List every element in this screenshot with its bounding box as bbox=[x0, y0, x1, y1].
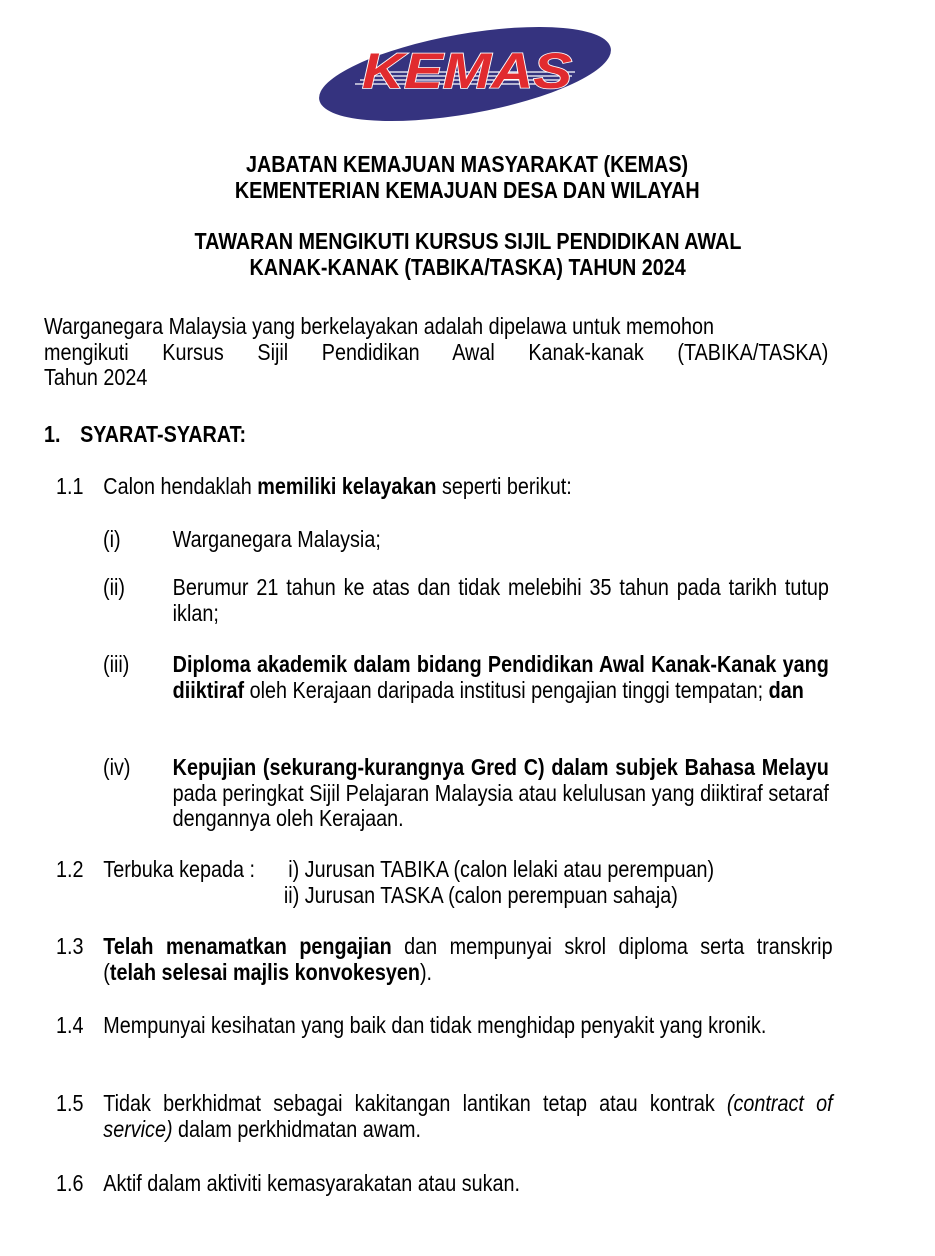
intro-line-1: Warganegara Malaysia yang berkelayakan adalah dipelawa untuk memohon bbox=[44, 313, 715, 339]
title-line-1: TAWARAN MENGIKUTI KURSUS SIJIL PENDIDIKAN AWAL bbox=[194, 228, 741, 254]
intro-line-2: mengikuti Kursus Sijil Pendidikan Awal Kanak-kanak (TABIKA/TASKA) bbox=[44, 338, 829, 365]
intro-paragraph bbox=[44, 314, 828, 391]
subitem-text: Diploma akademik dalam bidang Pendidikan Awal Kanak-Kanak yang diiktiraf oleh Kerajaan daripada institusi pengajian tinggi tempatan; dan bbox=[172, 651, 829, 703]
logo-text: KEMAS bbox=[362, 43, 572, 99]
item-text: Mempunyai kesihatan yang baik dan tidak menghidap penyakit yang kronik. bbox=[103, 1012, 767, 1038]
section-heading bbox=[44, 422, 388, 448]
org-line-1: JABATAN KEMAJUAN MASYARAKAT (KEMAS) bbox=[246, 151, 689, 177]
subitem-text: Warganegara Malaysia; bbox=[172, 526, 381, 552]
item-number: 1.4 bbox=[56, 1012, 84, 1038]
subitem-label: (iv) bbox=[103, 754, 131, 780]
section-title: SYARAT-SYARAT: bbox=[80, 421, 247, 447]
subitem-label: (ii) bbox=[103, 574, 125, 600]
option-tabika: i) Jurusan TABIKA (calon lelaki atau perempuan) bbox=[288, 856, 715, 882]
section-number: 1. bbox=[44, 421, 61, 447]
item-text: Calon hendaklah memiliki kelayakan seperti berikut: bbox=[103, 473, 572, 499]
item-number: 1.3 bbox=[56, 933, 84, 959]
item-text: Aktif dalam aktiviti kemasyarakatan atau sukan. bbox=[103, 1170, 520, 1196]
item-number: 1.6 bbox=[56, 1170, 84, 1196]
item-number: 1.2 bbox=[56, 856, 84, 882]
subitem-text: Berumur 21 tahun ke atas dan tidak melebihi 35 tahun pada tarikh tutup iklan; bbox=[172, 574, 829, 626]
subitem-text: Kepujian (sekurang-kurangnya Gred C) dalam subjek Bahasa Melayu pada peringkat Sijil Pelajaran Malaysia atau kelulusan yang diiktiraf setaraf dengannya oleh Kerajaan. bbox=[172, 754, 829, 832]
item-number: 1.5 bbox=[56, 1090, 84, 1116]
intro-line-3: Tahun 2024 bbox=[44, 364, 148, 391]
subitem-label: (iii) bbox=[103, 651, 130, 677]
subitem-label: (i) bbox=[103, 526, 121, 552]
item-text: Tidak berkhidmat sebagai kakitangan lantikan tetap atau kontrak (contract of service) dalam perkhidmatan awam. bbox=[103, 1090, 833, 1142]
item-number: 1.1 bbox=[56, 473, 84, 499]
org-line-2: KEMENTERIAN KEMAJUAN DESA DAN WILAYAH bbox=[235, 177, 700, 203]
title-line-2: KANAK-KANAK (TABIKA/TASKA) TAHUN 2024 bbox=[249, 254, 686, 280]
item-lead: Terbuka kepada : bbox=[103, 856, 256, 882]
option-taska: ii) Jurusan TASKA (calon perempuan sahaja) bbox=[283, 882, 678, 908]
kemas-logo bbox=[310, 22, 620, 126]
item-text: Telah menamatkan pengajian dan mempunyai skrol diploma serta transkrip (telah selesai majlis konvokesyen). bbox=[103, 933, 833, 985]
